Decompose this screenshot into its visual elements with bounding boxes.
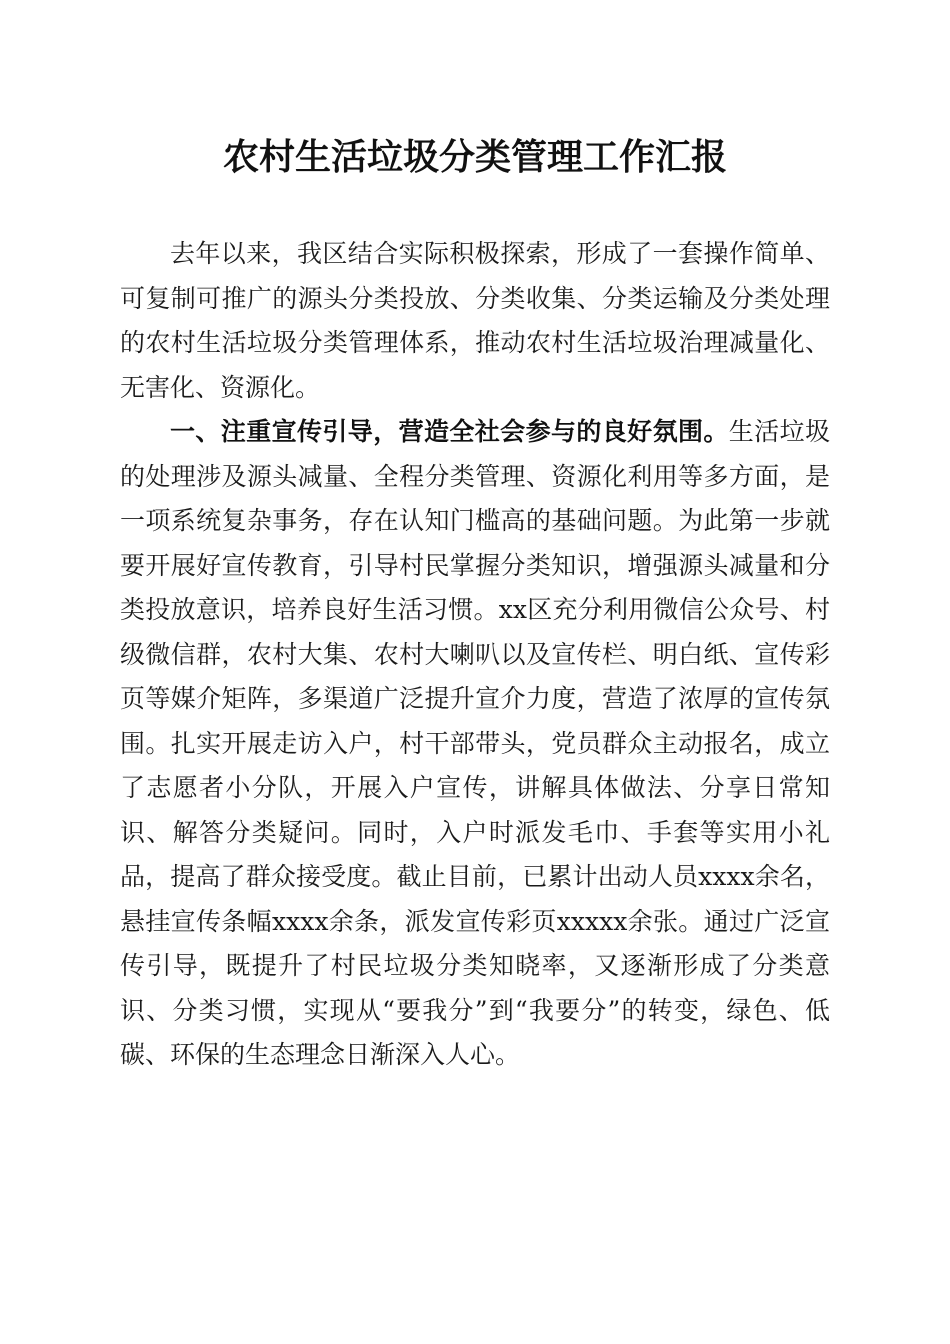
- section-one-text: 生活垃圾的处理涉及源头减量、全程分类管理、资源化利用等多方面，是一项系统复杂事务，存在认知门槛高的基础问题。为此第一步就要开展好宣传教育，引导村民掌握分类知识，增强源头减量和分类投放意识，培养良好生活习惯。xx区充分利用微信公众号、村级微信群，农村大集、农村大喇叭以及宣传栏、明白纸、宣传彩页等媒介矩阵，多渠道广泛提升宣介力度，营造了浓厚的宣传氛围。扎实开展走访入户，村干部带头，党员群众主动报名，成立了志愿者小分队，开展入户宣传，讲解具体做法、分享日常知识、解答分类疑问。同时，入户时派发毛巾、手套等实用小礼品，提高了群众接受度。截止目前，已累计出动人员xxxx余名，悬挂宣传条幅xxxx余条，派发宣传彩页xxxxx余张。通过广泛宣传引导，既提升了村民垃圾分类知晓率，又逐渐形成了分类意识、分类习惯，实现从“要我分”到“我要分”的转变，绿色、低碳、环保的生态理念日渐深入人心。: [120, 417, 830, 1069]
- document-body: [120, 232, 830, 1078]
- document-title: 农村生活垃圾分类管理工作汇报: [222, 136, 727, 178]
- intro-paragraph-text: 去年以来，我区结合实际积极探索，形成了一套操作简单、可复制可推广的源头分类投放、分类收集、分类运输及分类处理的农村生活垃圾分类管理体系，推动农村生活垃圾治理减量化、无害化、资源化。: [120, 239, 830, 402]
- section-one-heading: 一、注重宣传引导，营造全社会参与的良好氛围。: [170, 417, 729, 446]
- intro-paragraph: [120, 232, 830, 410]
- section-one-paragraph: [120, 410, 830, 1078]
